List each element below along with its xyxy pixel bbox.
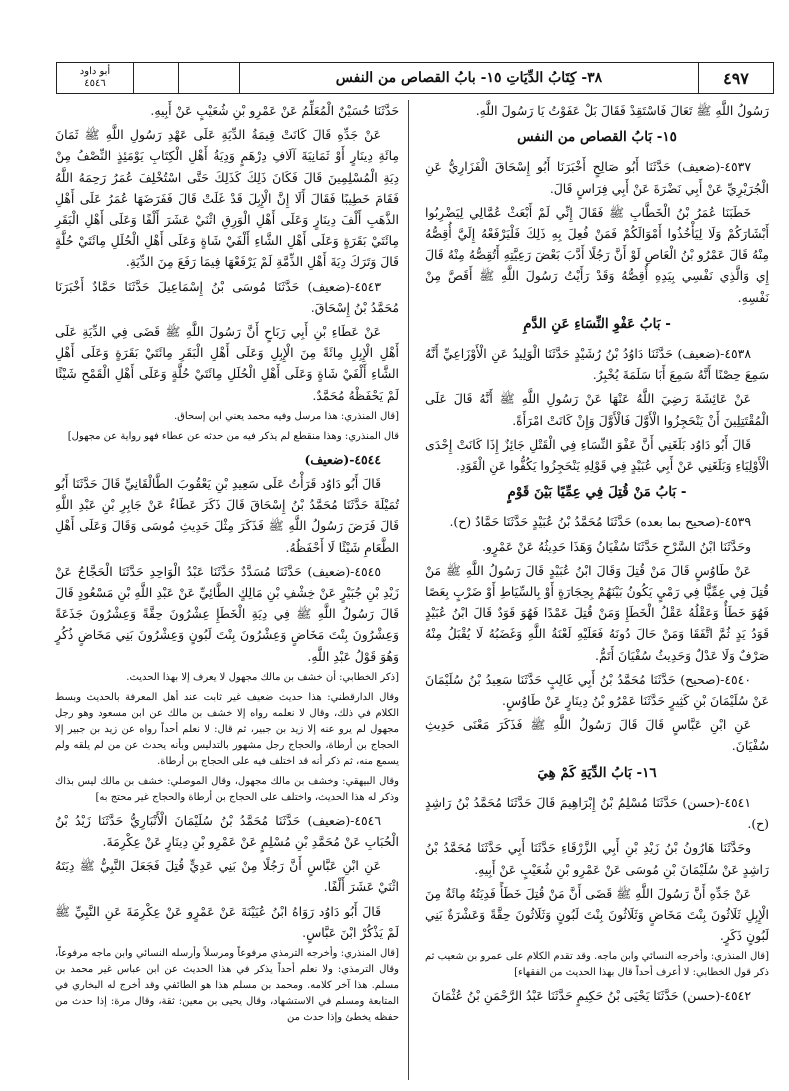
chapter-title: ٣٨- كِتَابُ الدِّيَاتِ ١٥- بابُ القصاص من النفس: [240, 63, 699, 93]
hadith-chain: ٤٥٤٠-(صحيح) حَدَّثَنَا مُحَمَّدُ بْنُ أَبِي غَالِبٍ حَدَّثَنَا سَعِيدُ بْنُ سُلَيْمَانَ عَنْ سُلَيْمَانَ بْنِ كَثِيرٍ حَدَّثَنَا عَمْرُو بْنُ دِينَارٍ عَنْ طَاوُسٍ.: [425, 671, 769, 709]
source-number: ٤٥٤٦: [84, 78, 106, 89]
footnote: وقال الدارقطني: هذا حديث ضعيف غير ثابت عند أهل المعرفة بالحديث وبسط الكلام في ذلك، وقال لا نعلمه رواه إلا خشف بن مالك عن ابن مسعود وهو رجل مجهول لم يرو عنه إلا زيد بن جبير، ثم قال: لا نعلم أحداً رواه عن زيد بن جبير إلا الحجاج بن أرطاة، والحجاج رجل مشهور بالتدليس وبأنه يحدث عن من لم يلقه ولم يسمع منه، ثم ذكر أنه قد اختلف فيه على الحجاج بن أرطاة.: [55, 691, 399, 767]
hadith-text: خَطَبَنَا عُمَرُ بْنُ الْخَطَّابِ ﷺ فَقَالَ إِنِّي لَمْ أَبْعَثْ عُمَّالِي لِيَضْرِبُوا أَبْشَارَكُمْ وَلَا لِيَأْخُذُوا أَمْوَالَكُمْ فَمَنْ فُعِلَ بِهِ ذَلِكَ فَلْيَرْفَعْهُ إِلَيَّ أُقِصُّهُ مِنْهُ قَالَ عَمْرُو بْنُ الْعَاصِ لَوْ أَنَّ رَجُلًا أَدَّبَ بَعْضَ رَعِيَّتِهِ أَتُقِصُّهُ مِنْهُ قَالَ إِي وَالَّذِي نَفْسِي بِيَدِهِ أُقِصُّهُ وَقَدْ رَأَيْتُ رَسُولَ اللَّهِ ﷺ أَقَصَّ مِنْ نَفْسِهِ.: [425, 204, 769, 305]
commentary: قَالَ أَبُو دَاوُد رَوَاهُ ابْنُ عُيَيْنَةَ عَنْ عَمْرٍو عَنْ عِكْرِمَةَ عَنِ النَّبِيِّ ﷺ لَمْ يَذْكُرْ ابْنَ عَبَّاسٍ.: [55, 903, 399, 940]
column-divider: [408, 100, 409, 1080]
page-number: ٤٩٧: [723, 68, 749, 88]
footnote: [قال المنذري: وأخرجه النسائي وابن ماجه. وقد تقدم الكلام على عمرو بن شعيب ثم ذكر قول الخطابي: لا أعرف أحداً قال بهذا الحديث من الفقهاء]: [425, 951, 769, 979]
commentary: قَالَ أَبُو دَاوُد بَلَغَنِي أَنَّ عَفْوَ النِّسَاءِ فِي الْقَتْلِ جَائِزٌ إِذَا كَانَتْ إِحْدَى الْأَوْلِيَاءِ وَبَلَغَنِي عَنْ أَبِي عُبَيْدٍ فِي قَوْلِهِ يَنْحَجِزُوا يَكُفُّوا عَنِ الْقَوَدِ.: [425, 436, 769, 474]
section-heading: - بَابُ مَنْ قُتِلَ فِي عِمِّيًا بَيْنَ قَوْمٍ: [507, 484, 687, 501]
hadith-text: عَنْ عَطَاءِ بْنِ أَبِي رَبَاحٍ أَنَّ رَسُولَ اللَّهِ ﷺ قَضَى فِي الدِّيَةِ عَلَى أَهْلِ الْإِبِلِ مِائَةً مِنَ الْإِبِلِ وَعَلَى أَهْلِ الْبَقَرِ مِائَتَيْ بَقَرَةٍ وَعَلَى أَهْلِ الشَّاءِ أَلْفَيْ شَاةٍ وَعَلَى أَهْلِ الْحُلَلِ مِائَتَيْ حُلَّةٍ وَعَلَى أَهْلِ الْقَمْحِ شَيْئًا لَمْ يَحْفَظْهُ مُحَمَّدٌ.: [55, 324, 399, 403]
hadith-text: عَنْ عَائِشَةَ رَضِيَ اللَّهُ عَنْهَا عَنْ رَسُولِ اللَّهِ ﷺ أَنَّهُ قَالَ عَلَى الْمُقْتَتِلِينَ أَنْ يَنْحَجِزُوا الْأَوَّلَ فَالْأَوَّلَ وَإِنْ كَانَتْ امْرَأَةً.: [425, 391, 769, 428]
footnote: وقال البيهقي: وخشف بن مالك مجهول، وقال الموصلي: خشف بن مالك ليس بذاك وذكر له هذا الحديث، واختلف على الحجاج بن أرطاة والحجاج غير محتج به]: [55, 775, 399, 803]
right-column: [425, 100, 769, 1010]
hadith-text: ٤٥٤٥-(ضعيف) حَدَّثَنَا مُسَدَّدٌ حَدَّثَنَا عَبْدُ الْوَاحِدِ حَدَّثَنَا الْحَجَّاجُ عَنْ زَيْدِ بْنِ جُبَيْرٍ عَنْ خِشْفِ بْنِ مَالِكٍ الطَّائِيِّ عَنْ عَبْدِ اللَّهِ بْنِ مَسْعُودٍ قَالَ قَالَ رَسُولُ اللَّهِ ﷺ فِي دِيَةِ الْخَطَإِ عِشْرُونَ حِقَّةً وَعِشْرُونَ جَذَعَةً وَعِشْرُونَ بِنْتَ مَخَاضٍ وَعِشْرُونَ بِنْتَ لَبُونٍ وَعِشْرُونَ بَنِي مَخَاضٍ ذُكُرٍ وَهُوَ قَوْلُ عَبْدِ اللَّهِ.: [55, 563, 399, 664]
hadith-chain: ٤٥٤٦-(ضعيف) حَدَّثَنَا مُحَمَّدُ بْنُ سُلَيْمَانَ الْأَنْبَارِيُّ حَدَّثَنَا زَيْدُ بْنُ الْحُبَابِ عَنْ مُحَمَّدِ بْنِ مُسْلِمٍ عَنْ عَمْرِو بْنِ دِينَارٍ عَنْ عِكْرِمَةَ.: [55, 812, 399, 850]
paragraph: رَسُولُ اللَّهِ ﷺ تَعَالَ فَاسْتَقِدْ فَقَالَ بَلْ عَفَوْتُ يَا رَسُولَ اللَّهِ.: [475, 103, 769, 118]
hadith-text: عَنْ طَاوُسٍ قَالَ مَنْ قُتِلَ وَقَالَ ابْنُ عُبَيْدٍ قَالَ رَسُولُ اللَّهِ ﷺ مَنْ قُتِلَ فِي عِمِّيًّا فِي رَمْيٍ يَكُونُ بَيْنَهُمْ بِحِجَارَةٍ أَوْ بِالسِّيَاطِ أَوْ ضَرْبٍ بِعَصًا فَهُوَ خَطَأٌ وَعَقْلُهُ عَقْلُ الْخَطَإِ وَمَنْ قُتِلَ عَمْدًا فَهُوَ قَوَدٌ قَالَ ابْنُ عُبَيْدٍ قَوَدُ يَدٍ ثُمَّ اتَّفَقَا وَمَنْ حَالَ دُونَهُ فَعَلَيْهِ لَعْنَةُ اللَّهِ وَغَضَبُهُ لَا يُقْبَلُ مِنْهُ صَرْفٌ وَلَا عَدْلٌ وَحَدِيثُ سُفْيَانَ أَتَمُّ.: [425, 562, 769, 663]
paragraph: حَدَّثَنَا حُسَيْنٌ الْمُعَلِّمُ عَنْ عَمْرِو بْنِ شُعَيْبٍ عَنْ أَبِيهِ.: [150, 103, 399, 118]
footnote: [ذكر الخطابي: أن خشف بن مالك مجهول لا يعرف إلا بهذا الحديث.: [126, 671, 399, 683]
hadith-number: ٤٥٤٤-(ضعيف): [304, 451, 381, 467]
page-header: [56, 62, 774, 94]
hadith-chain: ٤٥٣٩-(صحيح بما بعده) حَدَّثَنَا مُحَمَّدُ بْنُ عُبَيْدٍ حَدَّثَنَا حَمَّادٌ (ح).: [449, 514, 751, 530]
hadith-text: قَالَ أَبُو دَاوُد قَرَأْتُ عَلَى سَعِيدِ بْنِ يَعْقُوبَ الطَّالْقَانِيِّ قَالَ حَدَّثَنَا أَبُو تُمَيْلَةَ حَدَّثَنَا مُحَمَّدُ بْنُ إِسْحَاقَ قَالَ ذَكَرَ عَطَاءٌ عَنْ جَابِرِ بْنِ عَبْدِ اللَّهِ قَالَ فَرَضَ رَسُولُ اللَّهِ ﷺ فَذَكَرَ مِثْلَ حَدِيثِ مُوسَى وَقَالَ وَعَلَى أَهْلِ الطَّعَامِ شَيْئًا لَا أَحْفَظُهُ.: [55, 476, 399, 555]
source-reference: [57, 63, 134, 93]
hadith-text: عَنِ ابْنِ عَبَّاسٍ قَالَ قَالَ رَسُولُ اللَّهِ ﷺ فَذَكَرَ مَعْنَى حَدِيثِ سُفْيَانَ.: [425, 717, 769, 754]
header-blank-cell: [134, 63, 179, 93]
section-heading: - بَابُ عَفْوِ النِّسَاءِ عَنِ الدَّمِ: [523, 315, 671, 332]
hadith-chain: وحَدَّثَنَا ابْنُ السَّرْحِ حَدَّثَنَا سُفْيَانُ وَهَذَا حَدِيثُهُ عَنْ عَمْرٍو.: [481, 538, 751, 554]
hadith-chain: ٤٥٤١-(حسن) حَدَّثَنَا مُسْلِمُ بْنُ إِبْرَاهِيمَ قَالَ حَدَّثَنَا مُحَمَّدُ بْنُ رَاشِدٍ (ح).: [425, 794, 769, 832]
source-name: أبو داود: [79, 66, 111, 77]
hadith-chain: ٤٥٣٧-(ضعيف) حَدَّثَنَا أَبُو صَالِحٍ أَخْبَرَنَا أَبُو إِسْحَاقَ الْفَزَارِيُّ عَنِ الْجُرَيْرِيِّ عَنْ أَبِي نَضْرَةَ عَنْ أَبِي فِرَاسٍ قَالَ.: [425, 159, 769, 196]
footnote: قال المنذري: وهذا منقطع لم يذكر فيه من حدثه عن عطاء فهو رواية عن مجهول]: [67, 430, 399, 442]
section-heading: ١٥- بَابُ القصاص من النفس: [517, 129, 677, 146]
section-heading: ١٦- بَابُ الدِّيَةِ كَمْ هِيَ: [537, 764, 657, 781]
hadith-chain: ٤٥٤٣-(ضعيف) حَدَّثَنَا مُوسَى بْنُ إِسْمَاعِيلَ حَدَّثَنَا حَمَّادٌ أَخْبَرَنَا مُحَمَّدُ بْنُ إِسْحَاقَ.: [55, 278, 399, 315]
header-blank-cell: [179, 63, 240, 93]
hadith-chain: ٤٥٤٢-(حسن) حَدَّثَنَا يَحْيَى بْنُ حَكِيمٍ حَدَّثَنَا عَبْدُ الرَّحْمَنِ بْنُ عُثْمَانَ: [431, 988, 751, 1004]
left-column: [55, 100, 399, 1030]
footnote: [قال المنذري: هذا مرسل وفيه محمد يعني ابن إسحاق.: [173, 410, 399, 422]
hadith-chain: وحَدَّثَنَا هَارُونُ بْنُ زَيْدِ بْنِ أَبِي الزَّرْقَاءِ حَدَّثَنَا أَبِي حَدَّثَنَا مُحَمَّدُ بْنُ رَاشِدٍ عَنْ سُلَيْمَانَ بْنِ مُوسَى عَنْ عَمْرِو بْنِ شُعَيْبٍ عَنْ أَبِيهِ.: [425, 840, 769, 877]
footnote: [قال المنذري: وأخرجه الترمذي مرفوعاً ومرسلاً وأرسله النسائي وابن ماجه مرفوعاً، وقال الترمذي: ولا نعلم أحداً يذكر في هذا الحديث عن ابن عباس غير محمد بن مسلم. هذا آخر كلامه. ومحمد بن مسلم هذا هو الطائفي وقد أخرج له البخاري في المتابعة ومسلم في الاستشهاد، وقال يحيى بن معين: ثقة، وقال مرة: إذا حدث من حفظه يخطئ وإذا حدث من: [55, 948, 399, 1024]
hadith-text: عَنِ ابْنِ عَبَّاسٍ أَنَّ رَجُلًا مِنْ بَنِي عَدِيٍّ قُتِلَ فَجَعَلَ النَّبِيُّ ﷺ دِيَتَهُ اثْنَيْ عَشَرَ أَلْفًا.: [55, 858, 399, 895]
hadith-chain: ٤٥٣٨-(ضعيف) حَدَّثَنَا دَاوُدُ بْنُ رُشَيْدٍ حَدَّثَنَا الْوَلِيدُ عَنِ الْأَوْزَاعِيِّ أَنَّهُ سَمِعَ حِصْنًا أَنَّهُ سَمِعَ أَبَا سَلَمَةَ يُخْبِرُ.: [425, 346, 769, 383]
hadith-text: عَنْ جَدِّهِ قَالَ كَانَتْ قِيمَةُ الدِّيَةِ عَلَى عَهْدِ رَسُولِ اللَّهِ ﷺ ثَمَانَ مِائَةِ دِينَارٍ أَوْ ثَمَانِيَةَ آلَافِ دِرْهَمٍ وَدِيَةُ أَهْلِ الْكِتَابِ يَوْمَئِذٍ النِّصْفُ مِنْ دِيَةِ الْمُسْلِمِينَ قَالَ فَكَانَ ذَلِكَ كَذَلِكَ حَتَّى اسْتُخْلِفَ عُمَرُ رَحِمَهُ اللَّهُ فَقَامَ خَطِيبًا فَقَالَ أَلَا إِنَّ الْإِبِلَ قَدْ غَلَتْ قَالَ فَفَرَضَهَا عُمَرُ عَلَى أَهْلِ الذَّهَبِ أَلْفَ دِينَارٍ وَعَلَى أَهْلِ الْوَرِقِ اثْنَيْ عَشَرَ أَلْفًا وَعَلَى أَهْلِ الْبَقَرِ مِائَتَيْ بَقَرَةٍ وَعَلَى أَهْلِ الشَّاءِ أَلْفَيْ شَاةٍ وَعَلَى أَهْلِ الْحُلَلِ مِائَتَيْ حُلَّةٍ قَالَ وَتَرَكَ دِيَةَ أَهْلِ الذِّمَّةِ لَمْ يَرْفَعْهَا فِيمَا رَفَعَ مِنَ الدِّيَةِ.: [55, 127, 399, 270]
hadith-text: عَنْ جَدِّهِ أَنَّ رَسُولَ اللَّهِ ﷺ قَضَى أَنَّ مَنْ قُتِلَ خَطَأً فَدِيَتُهُ مِائَةٌ مِنَ الْإِبِلِ ثَلَاثُونَ بِنْتَ مَخَاضٍ وَثَلَاثُونَ بِنْتَ لَبُونٍ وَثَلَاثُونَ حِقَّةً وَعَشْرَةٌ بَنِي لَبُونٍ ذَكَرٍ.: [425, 885, 769, 944]
